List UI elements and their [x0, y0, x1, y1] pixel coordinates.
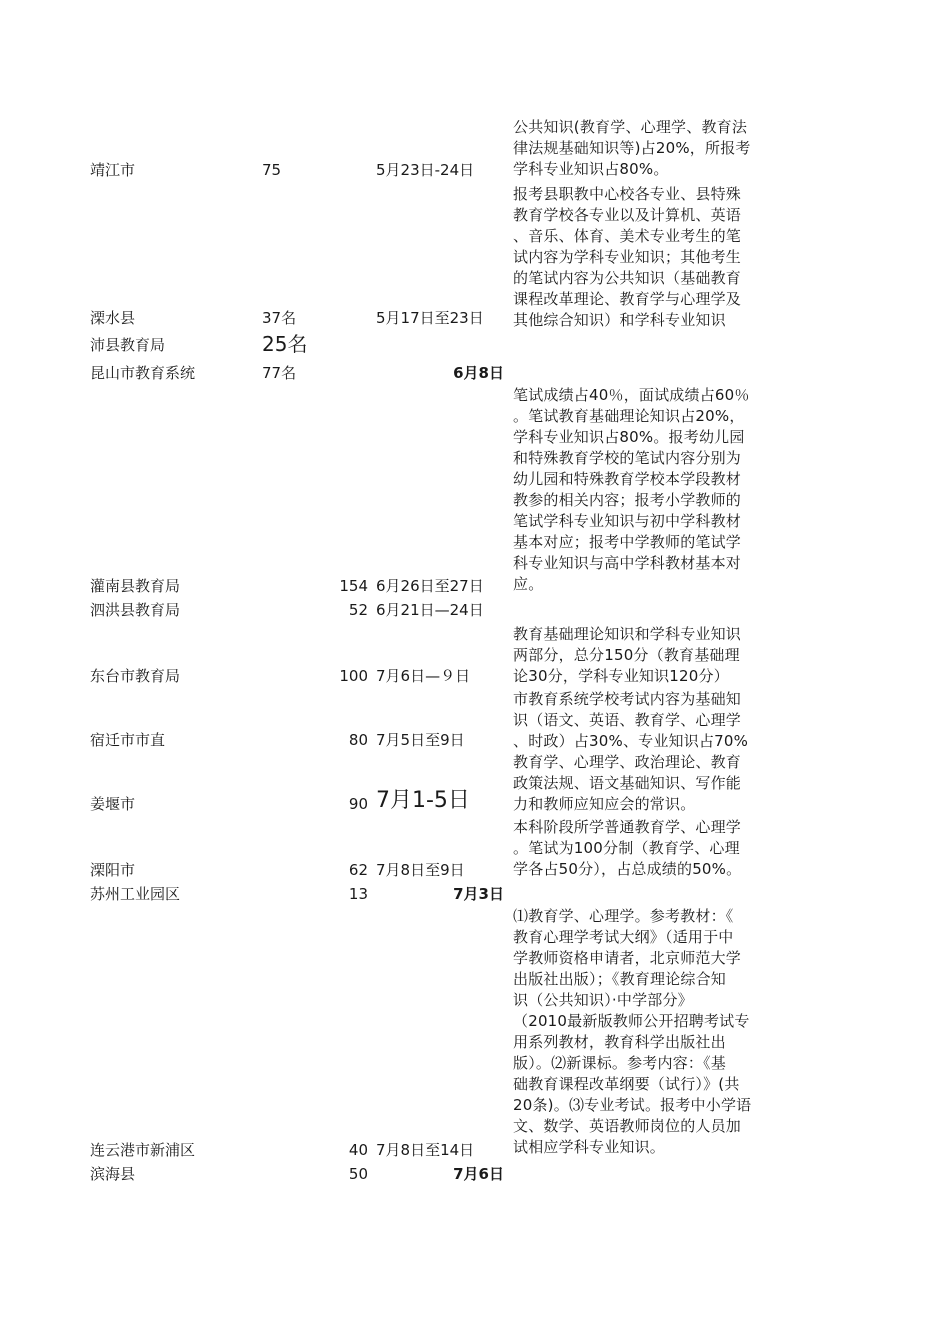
row-count: 77名 [262, 364, 297, 382]
row-description: ⑴教育学、心理学。参考教材：《 教育心理学考试大纲》（适用于中 学教师资格申请者，北京师范大学 出版社出版）；《教育理论综合知 识（公共知识）·中学部分》 （2010最新版教师公开招聘考试专 用系列教材，教育科学出版社出 版）。⑵新课标。参考内容：《基 础教育课程改革纲要（试行）》(共 20条)。⑶专业考试。报考中小学语 文、数学、英语教师岗位的人员加 试相应学科专业知识。 [513, 907, 752, 1156]
row-count: 90 [348, 795, 368, 813]
row-date: 6月26日至27日 [376, 577, 484, 595]
row-date: 6月8日 [453, 364, 504, 382]
row-count: 154 [339, 577, 368, 595]
row-count: 25名 [262, 332, 308, 356]
row-name: 姜堰市 [90, 795, 136, 813]
row-date: 7月6日—９日 [376, 667, 471, 685]
row-name: 苏州工业园区 [90, 885, 181, 903]
row-count: 80 [348, 731, 368, 749]
row-name: 溧水县 [90, 309, 136, 327]
row-date: 7月8日至14日 [376, 1141, 475, 1159]
row-name: 溧阳市 [90, 861, 136, 879]
row-count: 37名 [262, 309, 297, 327]
row-date: 5月17日至23日 [376, 309, 484, 327]
row-name: 泗洪县教育局 [90, 601, 181, 619]
row-name: 滨海县 [90, 1165, 136, 1183]
row-date: 6月21日—24日 [376, 601, 484, 619]
row-date: 7月1-5日 [376, 788, 470, 813]
row-name: 靖江市 [90, 161, 136, 179]
row-date: 7月3日 [453, 885, 504, 903]
row-description: 笔试成绩占40％，面试成绩占60％ 。笔试教育基础理论知识占20%， 学科专业知识占80%。报考幼儿园 和特殊教育学校的笔试内容分别为 幼儿园和特殊教育学校本学段教材 教参的相关内容；报考小学教师的 笔试学科专业知识与初中学科教材 基本对应；报考中学教师的笔试学 科专业知识与高中学科教材基本对 应。 [513, 386, 750, 593]
row-date: 7月5日至9日 [376, 731, 465, 749]
row-name: 连云港市新浦区 [90, 1141, 196, 1159]
row-name: 东台市教育局 [90, 667, 181, 685]
row-count: 62 [348, 861, 368, 879]
row-name: 沛县教育局 [90, 336, 166, 354]
row-description: 报考县职教中心校各专业、县特殊 教育学校各专业以及计算机、英语 、音乐、体育、美术专业考生的笔 试内容为学科专业知识；其他考生 的笔试内容为公共知识（基础教育 课程改革理论、教育学与心理学及 其他综合知识）和学科专业知识 [513, 185, 742, 329]
row-description: 市教育系统学校考试内容为基础知 识（语文、英语、教育学、心理学 、时政）占30%、专业知识占70% [513, 690, 749, 750]
row-description: 教育基础理论知识和学科专业知识 两部分，总分150分（教育基础理 论30分，学科专业知识120分） [513, 625, 742, 685]
row-count: 40 [348, 1141, 368, 1159]
row-count: 13 [348, 885, 368, 903]
row-count: 52 [348, 601, 368, 619]
row-name: 灌南县教育局 [90, 577, 181, 595]
row-date: 7月8日至9日 [376, 861, 465, 879]
row-name: 昆山市教育系统 [90, 364, 196, 382]
row-name: 宿迁市市直 [90, 731, 166, 749]
row-count: 50 [348, 1165, 368, 1183]
row-description: 公共知识(教育学、心理学、教育法 律法规基础知识等)占20%，所报考 学科专业知识占80%。 [513, 118, 751, 178]
row-count: 100 [339, 667, 368, 685]
row-description: 本科阶段所学普通教育学、心理学 。笔试为100分制（教育学、心理 学各占50分），占总成绩的50%。 [513, 818, 742, 878]
row-date: 7月6日 [453, 1165, 504, 1183]
row-count: 75 [262, 161, 282, 179]
row-description: 教育学、心理学、政治理论、教育 政策法规、语文基础知识、写作能 力和教师应知应会的常识。 [513, 753, 742, 813]
row-date: 5月23日-24日 [376, 161, 475, 179]
